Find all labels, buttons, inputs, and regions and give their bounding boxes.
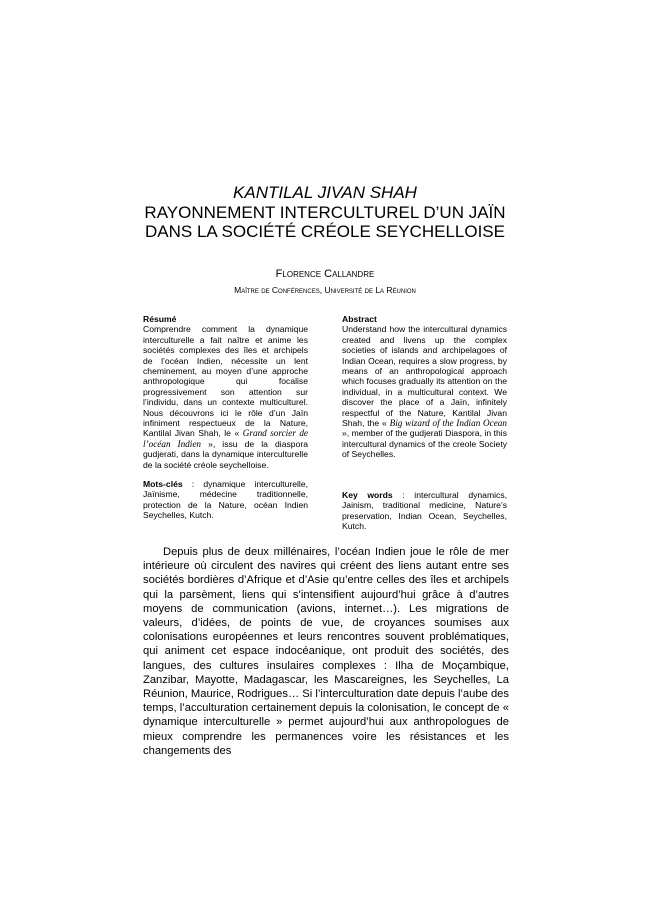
resume-text-part: », issu de la diaspora gudjerati, dans la dynamique interculturelle de la société créole seychelloise. [143, 438, 308, 470]
keywords-fr-text: : dynamique interculturelle, Jaïnisme, médecine traditionnelle, protection de la Nature, océan Indien Seychelles, Kutch. [143, 479, 308, 521]
keywords-en-text: : intercultural dynamics, Jainism, traditional medicine, Nature’s preservation, Indian Ocean, Seychelles, Kutch. [342, 490, 507, 532]
resume-text [143, 324, 308, 470]
resume-heading: Résumé [143, 314, 177, 324]
keywords-en-label: Key words [342, 490, 393, 500]
title-line-2: RAYONNEMENT INTERCULTUREL D’UN JAÏN [144, 203, 506, 222]
keywords-en [342, 490, 507, 532]
abstract-text [342, 324, 507, 459]
resume-italic-title: Grand sorcier de l’océan Indien [143, 428, 308, 449]
title-line-1: KANTILAL JIVAN SHAH [233, 183, 417, 202]
keywords-fr-label: Mots-clés [143, 479, 183, 489]
abstract-text-part: », member of the gudjerati Diaspora, in this intercultural dynamics of the creole Society of Seychelles. [342, 428, 507, 460]
resume-text-part: Comprendre comment la dynamique interculturelle a fait naître et anime les sociétés complexes des îles et archipels de l’océan Indien, nécessite un lent cheminement, au moyen d’une approche anthropologique qui focalise progressivement son attention sur l’individu, dans un contexte multiculturel. Nous découvrons ici le rôle d’un Jaïn infiniment respectueux de la Nature, Kantilal Jivan Shah, le « [143, 324, 308, 439]
abstract-heading: Abstract [342, 314, 377, 324]
abstract-block [342, 314, 507, 460]
resume-block [143, 314, 308, 470]
author-affiliation: Maître de Conférences, Université de La Réunion [234, 285, 416, 295]
author-name: Florence Callandre [275, 268, 375, 280]
keywords-fr [143, 479, 308, 521]
abstract-text-part: Understand how the intercultural dynamics created and livens up the complex societies of islands and archipelagoes of Indian Ocean, requires a slow progress, by means of an anthropological approach which focuses gradually its attention on the individual, in a multicultural context. We discover the place of a Jaïn, infinitely respectful of the Nature, Kantilal Jivan Shah, the « [342, 324, 507, 429]
abstract-italic-title: Big wizard of the Indian Ocean [389, 418, 507, 429]
title-line-3: DANS LA SOCIÉTÉ CRÉOLE SEYCHELLOISE [145, 222, 505, 241]
body-paragraph: Depuis plus de deux millénaires, l’océan Indien joue le rôle de mer intérieure où circulent des navires qui créent des liens autant entre ses sociétés bordières d’Afrique et d’Asie qu’entre celles des îles et archipels qui la parsèment, liens qui s’intensifient aujourd’hui grâce à d’autres moyens de communication (avions, internet…). Les migrations de valeurs, d’idées, de points de vue, de croyances soumises aux colonisations européennes et leurs rencontres souvent problématiques, qui animent cet espace indocéanique, ont produit des sociétés, des langues, des cultures insulaires complexes : Ilha de Moçambique, Zanzibar, Mayotte, Madagascar, les Mascareignes, les Seychelles, La Réunion, Maurice, Rodrigues… Si l’interculturation date depuis l’aube des temps, l’acculturation certainement depuis la colonisation, le concept de « dynamique interculturelle » permet aujourd’hui aux anthropologues de mieux comprendre les permanences voire les résistances et les changements des [143, 546, 509, 757]
